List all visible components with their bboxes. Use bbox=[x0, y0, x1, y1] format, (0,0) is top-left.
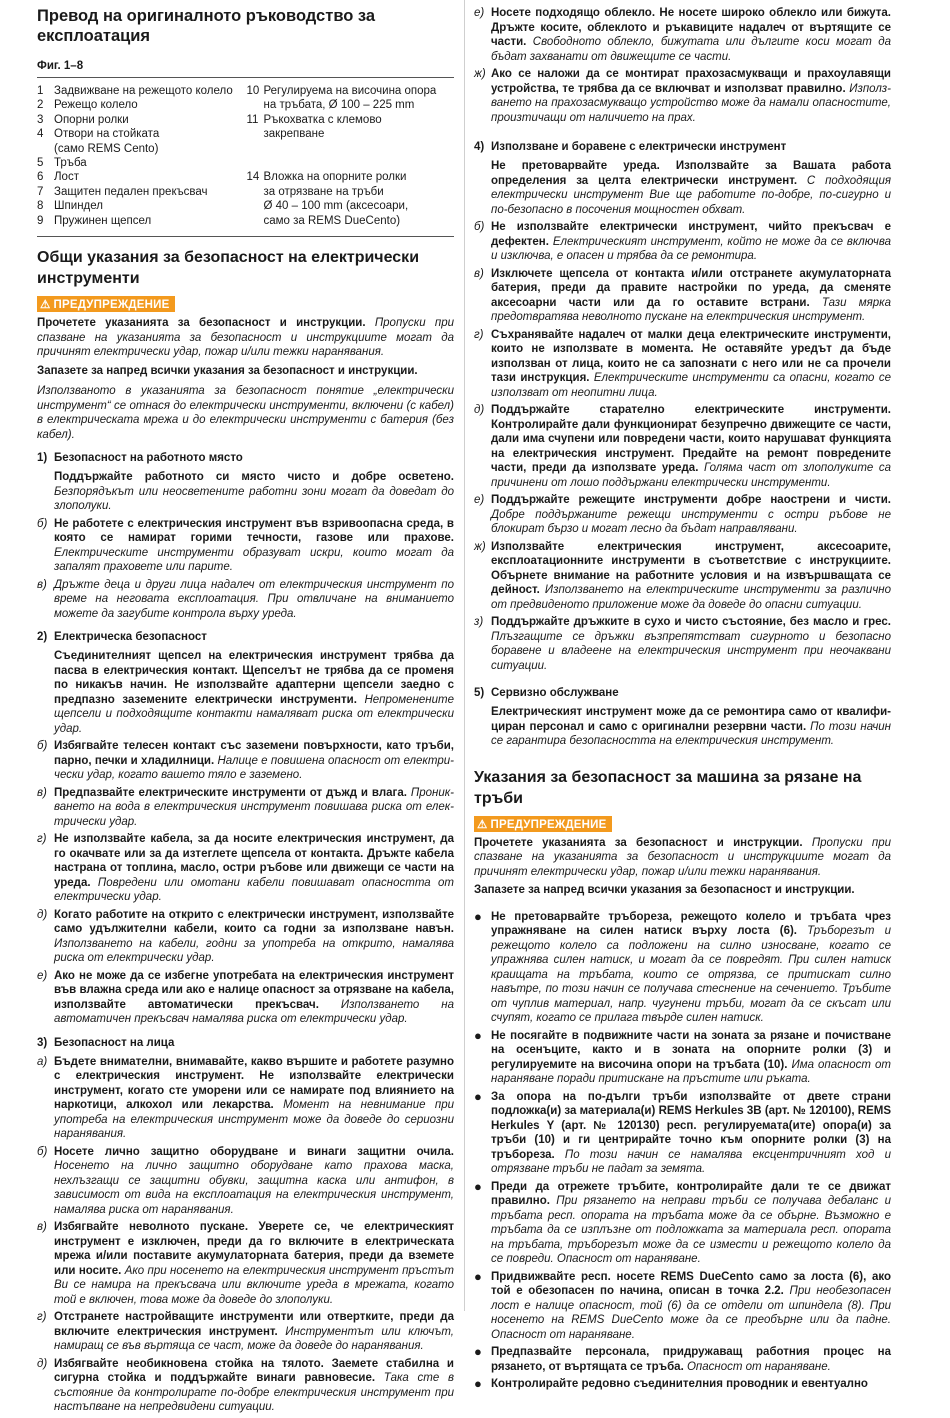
s2-lead: Съединителният щепсел на електрическия инструмент трябва да пасва в електрическия контакт. Щепселът не трябва да се променя по никакъв начин. Не използвайте адаптерни щепсели заедно с предпазно заземените електрически инструменти. Непроменените щепсели и подходящите контакти намаляват риска от електрически удар. bbox=[54, 650, 454, 735]
bullet-item-7: ● Контролирайте редовно съединителния проводник и евентуално bbox=[474, 1376, 868, 1391]
legend-item bbox=[37, 170, 245, 184]
warning-label: ПРЕДУПРЕЖДЕНИЕ bbox=[490, 818, 607, 831]
bullet-icon: ● bbox=[474, 908, 482, 924]
legend-number: 6 bbox=[37, 171, 44, 184]
s2-item-c: в) Предпазвайте електрическите инструменти от дъжд и влага. Проникването на вода в електрическия инструмент повишава риска от електрически удар. bbox=[37, 786, 454, 828]
legend-item bbox=[247, 127, 455, 141]
legend-bottom-rule bbox=[37, 236, 454, 237]
bullet-item-3: ● За опора на по-дълги тръби използвайте от двете страни подложка(и) за материала(и) REMS Herkules 3B (арт. № 120100), REMS Herkules Y (арт. № 120130) респ. регулируемата(ите) опора(и) за тръби (10) и ги центрирайте точно към опорните ролки (3) на тръбореза. По този начин се намалява ексцентричният ход и отрязване тръби не падат за земята. bbox=[474, 1088, 891, 1175]
s1-lead: Поддържайте работното си място чисто и добре осветено. Безпорядъкът или неосветените работни зони могат да доведат до злополуки. bbox=[54, 471, 454, 513]
legend-text: (само REMS Cento) bbox=[54, 142, 159, 155]
bullet-item-1: ● Не претоварвайте тръбореза, режещото колело и тръбата чрез упражняване на силен натиск върху лоста (6). Тръборезът и режещото колело са подложени на силно износване, когато се упражнява силен натиск, и могат да се повредят. При силен натиск краищата на тръбата, които се отрязва, се притискат силно навътре, по този начин се получава стеснение на сечението. Тръбите от чуплив материал, напр. чугунени тръби, могат да се скъсат или счупят, когато се прилага твърде силен натиск. bbox=[474, 908, 891, 1024]
s2-item-b: б) Избягвайте телесен контакт със заземени повърхности, като тръби, парно, печки и хладилници. Налице е повишена опасност от електрически удар, когато вашето тяло е заземено. bbox=[37, 740, 454, 782]
s3-item-f: е) Носете подходящо облекло. Не носете широко облекло или бижута. Дръжте косите, облеклото и ръкавиците надалеч от въртящите се части. Свободното облекло, бижутата или дългите коси могат да бъдат захванати от движещите се части. bbox=[474, 7, 891, 63]
legend-number: 3 bbox=[37, 113, 44, 126]
legend-item bbox=[37, 84, 245, 98]
legend-number bbox=[247, 156, 264, 170]
warning-badge-2 bbox=[474, 816, 612, 832]
bullet-icon: ● bbox=[474, 1178, 482, 1194]
legend-text: на тръбата, Ø 100 – 225 mm bbox=[263, 99, 415, 112]
s4-item-b: б) Не използвайте електрически инструмент, чийто прекъсвач е дефектен. Електрическият инструмент, който не може да се включва и изключва, е опасен и трябва да се ремонтира. bbox=[474, 221, 891, 262]
section-5-title: 5) Сервизно обслужване bbox=[474, 687, 619, 699]
warning-triangle-icon: ⚠ bbox=[477, 818, 488, 831]
s4-item-g: ж) Използвайте електрическия инструмент, аксесоарите, експлоатационните инструменти в съответствие с инструкциите. Обърнете внимание на работните условия и на извършващата се дейност. Използването на електрическите инструменти за различно от предвиденото приложение може да доведе до опасни ситуации. bbox=[474, 540, 891, 611]
s4-item-e: д) Поддържайте старателно електрическите инструменти. Контролирайте дали функционират безупречно движещите се части, дали има счупени или повредени части, които нарушават функцията на електрическия инструмент. Предайте на ремонт повредените части, преди да използвате уреда. Голяма част от злополуките са причинени от лошо поддържани електрически инструменти. bbox=[474, 404, 891, 489]
legend-number: 2 bbox=[37, 99, 44, 112]
legend-item bbox=[37, 98, 245, 112]
s3-item-c: в) Избягвайте неволното пускане. Уверете се, че електрическият инструмент е изключен, преди да го включите в електрическата мрежа и/или поставите акумулаторната батерия, преди да вземете или носите. Ако при носенето на електрическия инструмент пръстът Ви се намира на прекъсвача или включите уреда в мрежата, когато той е включен, това може да доведе до злополуки. bbox=[37, 1221, 454, 1306]
warning-label: ПРЕДУПРЕЖДЕНИЕ bbox=[53, 299, 170, 312]
keep-instructions-2: Запазете за напред всички указания за безопасност и инструкции. bbox=[474, 884, 855, 896]
legend-item bbox=[247, 84, 455, 98]
legend-item bbox=[247, 199, 455, 213]
legend-item bbox=[247, 142, 455, 156]
legend-number: 1 bbox=[37, 85, 44, 97]
warning-triangle-icon: ⚠ bbox=[40, 299, 51, 312]
s2-item-d: г) Не използвайте кабела, за да носите електрическия инструмент, да го окачвате или за да изтеглете щепсела от контакта. Дръжте кабела настрана от топлина, масло, остри ръбове или движещи се части на уреда. Повредени или омотани кабели повишават опасността от електрически удар. bbox=[37, 833, 454, 904]
s4-item-c: в) Изключете щепсела от контакта и/или отстранете акумулаторната батерия, преди да правите настройки по уреда, да сменяте аксесоарни части или да го оставите встрани. Тази мярка предотвратява неволното пускане на електрическия инструмент. bbox=[474, 267, 892, 323]
bullet-item-5: ● Придвижвайте респ. носете REMS DueCento само за лоста (6), ако той е обезопасен по начина, описан в точка 2.2. При необезопасен лост е налице опасност, той (6) да се отдели от шпиндела (8). При носенето на REMS DueCento може да се преобърне или да падне. Опасност от нараняване. bbox=[474, 1268, 891, 1341]
legend-text: Отвори на стойката bbox=[54, 128, 160, 141]
legend-column-right bbox=[245, 84, 455, 228]
section-4-title: 4) Използване и боравене с електрически инструмент bbox=[474, 141, 787, 153]
s3-item-d: г) Отстранете настройващите инструменти или отвертките, преди да включите електрическия инструмент. Инструментът или ключът, намиращ се във въртяща се част, може да доведе до наранявания. bbox=[37, 1311, 454, 1353]
right-column bbox=[474, 6, 891, 1395]
s2-item-f: е) Ако не може да се избегне употребата на електрическия инструмент във влажна среда или ако е налице опасност за отрязване на кабела, използвайте автоматически прекъсвач. Използването на автоматичен прекъсвач намалява риска от електрически удар. bbox=[37, 969, 454, 1026]
column-divider bbox=[464, 0, 465, 1311]
legend-text: за отрязване на тръби bbox=[263, 185, 384, 198]
definition-paragraph: Използваното в указанията за безопасност понятие „електрически инструмент“ се отнася до електрически инструменти, включени (с кабел) в електрическата мрежа и до електрически инструменти с батерия (без кабел). bbox=[37, 385, 454, 441]
legend-number: 4 bbox=[37, 128, 44, 141]
legend-item bbox=[37, 214, 245, 228]
legend-item bbox=[247, 214, 455, 228]
s4-lead: Не претоварвайте уреда. Използвайте за Вашата работа определения за целта електрически инструмент. С подходящия електрически инструмент Вие ще работите по-добре, по-сигурно и по-безопасно в посочения мощностен обхват. bbox=[491, 160, 891, 216]
bullet-icon: ● bbox=[474, 1376, 482, 1391]
legend-top-rule bbox=[37, 77, 454, 78]
legend-text: Вложка на опорните ролки bbox=[263, 171, 407, 184]
s2-item-e: д) Когато работите на открито с електрически инструмент, използвайте само удължителни кабели, които са годни за използване навън. Използването на кабели, годни за употреба на открито, намалява риска от електрически удар. bbox=[37, 908, 454, 965]
legend-text: Опорни ролки bbox=[54, 113, 129, 126]
left-column bbox=[37, 6, 454, 1418]
legend-text: Ø 40 – 100 mm (аксесоари, bbox=[263, 200, 409, 213]
legend-text: Шпиндел bbox=[54, 200, 103, 213]
legend-item bbox=[247, 113, 455, 127]
bullet-item-2: ● Не посягайте в подвижните части на зоната за рязане и почистване на осенъците, както и в зоната на опорните ролки (3) и регулируемите на височина опори на тръбата (10). Има опасност от нараняване поради притискане на пръстите или ръката. bbox=[474, 1027, 891, 1085]
s4-item-d: г) Съхранявайте надалеч от малки деца електрическите инструменти, които не използвате в момента. Не оставяйте уредът да бъде използван от лица, които не са запознати с него или не са прочели тази инструкция. Електрическите инструменти са опасни, когато се използват от неопитни лица. bbox=[474, 328, 891, 399]
s5-lead: Електрическият инструмент може да се ремонтира само от квалифициран персонал и само с оригинални резервни части. По този начин се гарантира безопасността на електрическия инструмент. bbox=[491, 706, 891, 747]
legend-item bbox=[247, 98, 455, 112]
intro-paragraph bbox=[37, 316, 454, 360]
bullet-icon: ● bbox=[474, 1088, 482, 1104]
s4-item-f: е) Поддържайте режещите инструменти добре наострени и чисти. Добре поддържаните режещи инструменти с остри ръбове не блокират бързо и могат лесно да бъдат направлявани. bbox=[474, 494, 891, 535]
legend-number bbox=[247, 185, 264, 199]
s3-item-a: а) Бъдете внимателни, внимавайте, какво вършите и работете разумно с електрическия инструмент. Не използвайте електрически инструмент, когато сте уморени или се намирате под влиянието на наркотици, алкохол или лекарства. Момент на невнимание при употреба на електрическия инструмент може да доведе до сериозни наранявания. bbox=[37, 1055, 454, 1141]
legend-text: Защитен педален прекъсвач bbox=[54, 185, 208, 198]
legend-item bbox=[37, 142, 245, 156]
bullet-icon: ● bbox=[474, 1027, 482, 1043]
legend-number: 5 bbox=[37, 157, 44, 170]
legend-text: Пружинен щепсел bbox=[54, 214, 152, 227]
figure-label: Фиг. 1–8 bbox=[37, 60, 84, 72]
legend-text: Задвижване на режещото колело bbox=[54, 85, 233, 97]
s3-item-g: ж) Ако се наложи да се монтират прахозасмукващи и прахоулавящи устройства, те трябва да се включват и използват правилно. Използването на прахозасмукващо устройство може да намали опасностите, произтичащи от наличието на прах. bbox=[474, 68, 891, 124]
legend-text: само за REMS DueCento) bbox=[263, 214, 401, 227]
section-2-title: 2) Електрическа безопасност bbox=[37, 631, 207, 644]
intro-italic: Пропуски при спазване на указанията за безопасност и инструкциите могат да причинят електрически удар, пожар и/или тежки наранявания. bbox=[37, 317, 454, 359]
legend-number: 7 bbox=[37, 185, 44, 198]
s1-item-b: б) Не работете с електрическия инструмент във взривоопасна среда, в която се намират горими течности, газове или прахове. Електрическите инструменти образуват искри, които могат да запалят праховете или парите. bbox=[37, 517, 454, 574]
legend-number bbox=[247, 127, 264, 141]
bullet-item-6: ● Предпазвайте персонала, придружаващ работния процес на рязането, от въртящата се тръба. Опасност от нараняване. bbox=[474, 1344, 891, 1373]
legend-text: Режещо колело bbox=[54, 99, 138, 112]
legend-number: 9 bbox=[37, 214, 44, 227]
legend-number: 11 bbox=[246, 113, 259, 126]
legend-item bbox=[37, 113, 245, 127]
legend-item bbox=[247, 170, 455, 184]
section-1-title: 1) Безопасност на работното място bbox=[37, 452, 243, 465]
intro-paragraph-2: Прочетете указанията за безопасност и инструкции. Пропуски при спазване на указанията за безопасност и инструкциите могат да причинят електрически удар, пожар и/или тежки наранявания. bbox=[474, 836, 891, 878]
legend-item bbox=[37, 127, 245, 141]
bullet-icon: ● bbox=[474, 1268, 482, 1284]
legend-number bbox=[247, 142, 264, 156]
section-heading-pipe-cutter: Указания за безопасност за машина за рязане на тръби bbox=[474, 768, 862, 807]
legend-number: 14 bbox=[246, 171, 260, 184]
legend-item bbox=[247, 185, 455, 199]
legend-item bbox=[37, 199, 245, 213]
legend-text: Ръкохватка с клемово bbox=[263, 113, 382, 126]
document-title: Превод на оригиналното ръководство за експлоатация bbox=[37, 7, 376, 45]
legend-column-left bbox=[37, 84, 245, 228]
bullet-icon: ● bbox=[474, 1344, 482, 1359]
legend-text: Тръба bbox=[54, 157, 87, 170]
figure-legend bbox=[37, 84, 454, 228]
s1-item-c: в) Дръжте деца и други лица надалеч от електрическия инструмент по време на неговата експлоатация. При отвличане на вниманието можете да загубите контрола върху уреда. bbox=[37, 578, 454, 620]
legend-number: 10 bbox=[246, 85, 260, 97]
legend-text: Регулируема на височина опора bbox=[263, 85, 437, 97]
legend-item bbox=[247, 156, 455, 170]
keep-instructions: Запазете за напред всички указания за безопасност и инструкции. bbox=[37, 364, 418, 377]
legend-text: Лост bbox=[54, 171, 79, 184]
legend-number: 8 bbox=[37, 200, 44, 213]
section-heading-general-safety: Общи указания за безопасност на електрически инструменти bbox=[37, 249, 420, 288]
legend-item bbox=[37, 156, 245, 170]
warning-badge bbox=[37, 296, 175, 312]
s3-item-e: д) Избягвайте необикновена стойка на тялото. Заемете стабилна и сигурна стойка и поддържайте винаги равновесие. Така сте в състояние да контролирате по-добре електрическия инструмент при настъпване на непредвидени ситуации. bbox=[37, 1357, 454, 1414]
section-3-title: 3) Безопасност на лица bbox=[37, 1036, 175, 1049]
s4-item-h: з) Поддържайте дръжките в сухо и чисто състояние, без масло и грес. Плъзгащите се дръжки възпрепятстват сигурното и безопасно боравене и владеене на електрическия инструмент при неочаквани ситуации. bbox=[474, 616, 891, 672]
legend-item bbox=[37, 185, 245, 199]
legend-number bbox=[247, 214, 264, 228]
legend-number bbox=[247, 199, 264, 213]
legend-number bbox=[37, 142, 54, 156]
legend-text: закрепване bbox=[263, 128, 325, 141]
bullet-item-4: ● Преди да отрежете тръбите, контролирайте дали те се движат правилно. При рязането на неправи тръби се получава дебаланс и тръбата респ. опората на тръбата може да се обърне. Възможно е тръбата да се изплъзне от подложката за материала респ. опората на тръбата, тръборезът може да се измести и режещото колело да се повреди. Опасност от нараняване. bbox=[474, 1178, 891, 1265]
legend-number bbox=[247, 98, 264, 112]
s3-item-b: б) Носете лично защитно оборудване и винаги защитни очила. Носенето на лично защитно оборудване като прахова маска, нехлъзгащи се защитни обувки, защитна каска или антифон, в зависимост от вида на експлоатация на електрическия инструмент, намалява риска от наранявания. bbox=[37, 1145, 454, 1216]
intro-bold: Прочетете указанията за безопасност и инструкции. bbox=[37, 317, 366, 330]
